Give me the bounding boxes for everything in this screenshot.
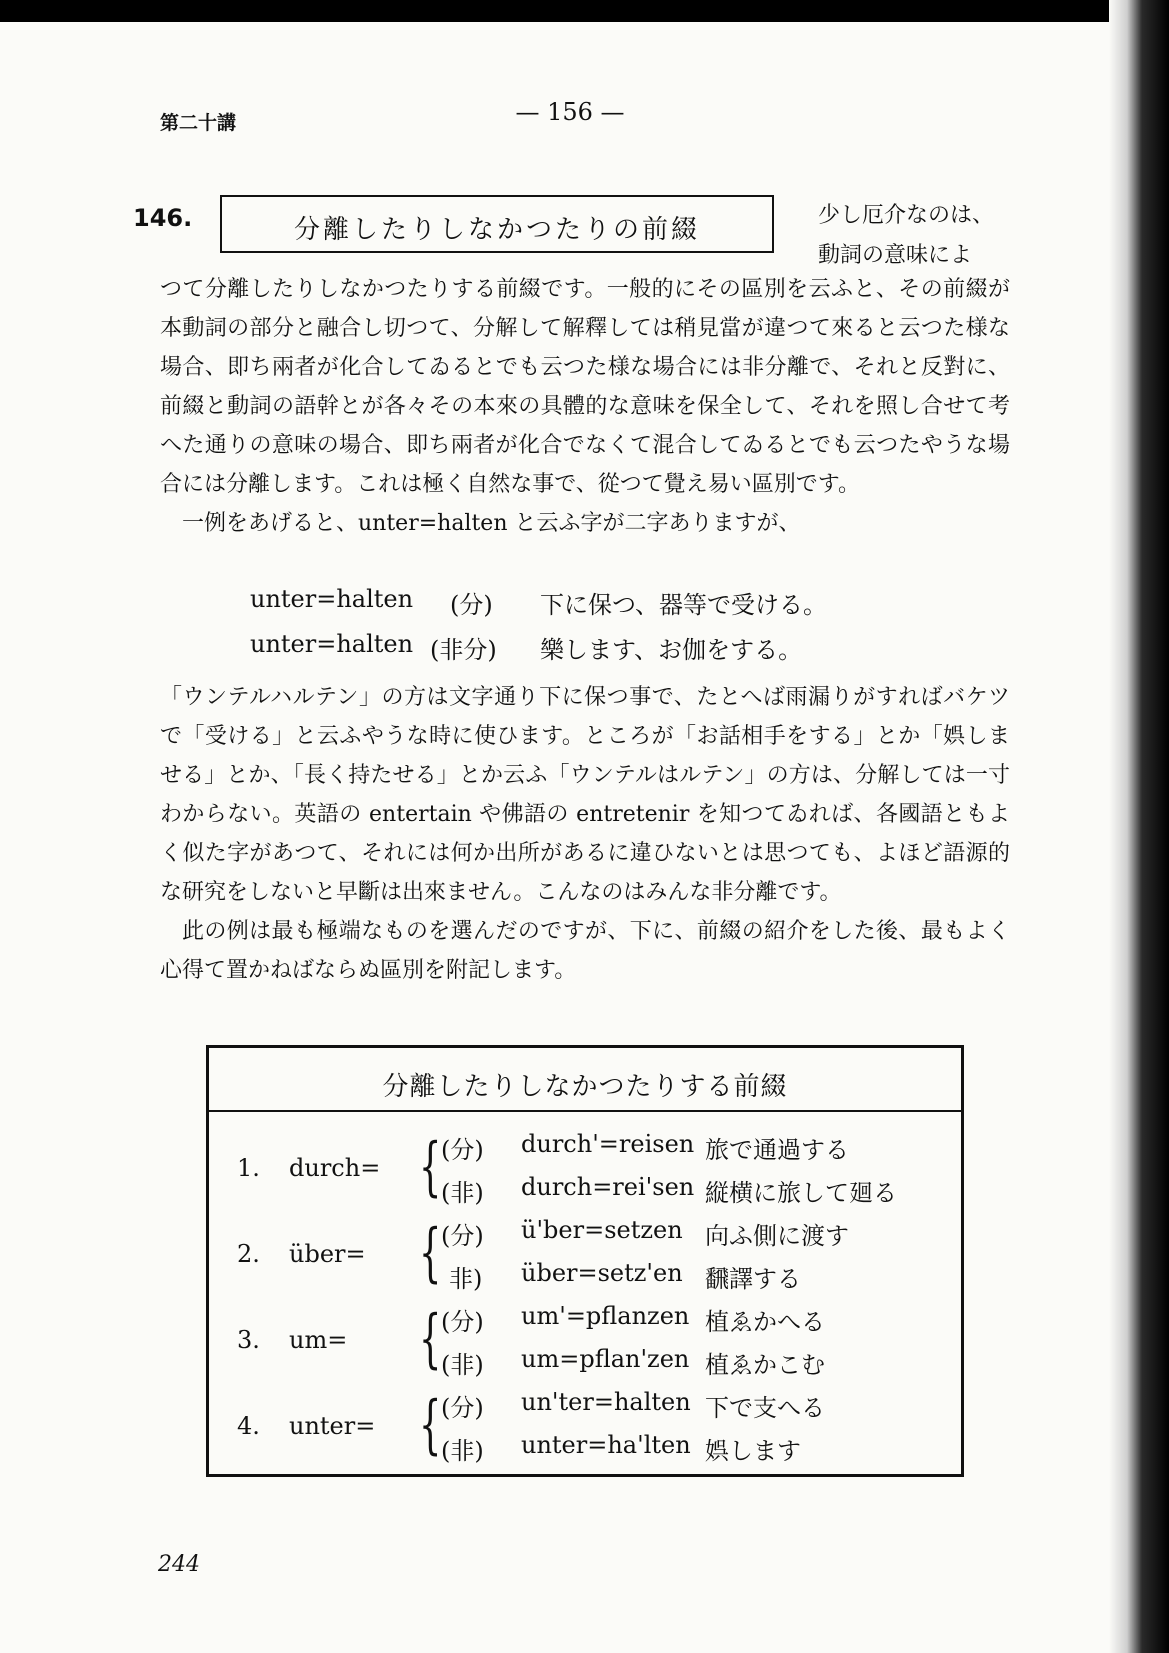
heading-side-text xyxy=(818,196,1018,276)
paragraph: 「ウンテルハルテン」の方は文字通り下に保つ事で、たとへば雨漏りがすればバケツで「受ける」と云ふやうな時に使ひます。ところが「お話相手をする」とか「娯しませる」とか、「長く持たせる」とか云ふ「ウンテルはルテン」の方は、分解しては一寸わからない。英語の entertain や佛語の entretenir を知つてゐれば、各國語ともよく似た字があつて、それには何か出所があるに違ひないとは思つても、よほど語源的な研究をしないと早斷は出來ません。こんなのはみんな非分離です。 xyxy=(160,685,1010,905)
entry-word: un'ter=halten xyxy=(521,1388,691,1416)
entry-kind: (非) xyxy=(441,1351,484,1379)
table-row xyxy=(209,1382,967,1468)
separable-entry xyxy=(209,1210,967,1253)
entry-meaning: 縦横に旅して廻る xyxy=(705,1179,897,1207)
prefix-table xyxy=(206,1045,964,1477)
entry-meaning: 娯します xyxy=(705,1437,801,1465)
entry-kind: (分) xyxy=(441,1308,484,1336)
entry-kind: (非) xyxy=(441,1437,484,1465)
example-kind: (分) xyxy=(450,591,493,619)
entry-kind: (分) xyxy=(441,1222,484,1250)
entry-meaning: 旅で通過する xyxy=(705,1136,849,1164)
entry-meaning: 植ゑかこむ xyxy=(705,1351,825,1379)
side-line: 動詞の意味によ xyxy=(818,243,973,268)
row-brace: { xyxy=(419,1216,442,1290)
page-folio: 244 xyxy=(158,1552,200,1577)
section-number: 146. xyxy=(133,204,193,232)
page-number: — 156 — xyxy=(515,98,625,126)
row-prefix: über= xyxy=(289,1240,366,1268)
table-divider xyxy=(209,1110,961,1112)
entry-kind: (分) xyxy=(441,1394,484,1422)
inseparable-entry xyxy=(209,1425,967,1468)
entry-meaning: 下で支へる xyxy=(705,1394,825,1422)
example-meaning: 樂します、お伽をする。 xyxy=(540,636,803,664)
body-text xyxy=(160,270,1010,543)
example-word: unter=halten xyxy=(250,630,414,658)
row-brace: { xyxy=(419,1388,442,1462)
separable-entry xyxy=(209,1124,967,1167)
entry-word: über=setz'en xyxy=(521,1259,683,1287)
entry-meaning: 向ふ側に渡す xyxy=(705,1222,849,1250)
row-brace: { xyxy=(419,1302,442,1376)
entry-meaning: 植ゑかへる xyxy=(705,1308,825,1336)
section-heading-box xyxy=(220,195,774,253)
running-header xyxy=(160,98,960,138)
row-prefix: durch= xyxy=(289,1154,381,1182)
chapter-label: 第二十講 xyxy=(160,112,237,134)
inseparable-entry xyxy=(209,1339,967,1382)
entry-word: unter=ha'lten xyxy=(521,1431,691,1459)
paragraph: 一例をあげると、unter=halten と云ふ字が二字ありますが、 xyxy=(182,511,801,536)
row-number: 3. xyxy=(237,1326,260,1354)
section-heading: 分離したりしなかつたりの前綴 xyxy=(293,215,700,245)
table-title: 分離したりしなかつたりする前綴 xyxy=(382,1072,788,1102)
row-prefix: um= xyxy=(289,1326,348,1354)
example-kind: (非分) xyxy=(430,636,497,664)
paragraph: つて分離したりしなかつたりする前綴です。一般的にその區別を云ふと、その前綴が本動詞の部分と融合し切つて、分解して解釋しては稍見當が違つて來ると云つた様な場合、即ち兩者が化合してゐるとでも云つた様な場合には非分離で、それと反對に、前綴と動詞の語幹とが各々その本來の具體的な意味を保全して、それを照し合せて考へた通りの意味の場合、即ち兩者が化合でなくて混合してゐるとでも云つたやうな場合には分離します。これは極く自然な事で、從つて覺え易い區別です。 xyxy=(160,277,1010,497)
row-number: 2. xyxy=(237,1240,260,1268)
table-row xyxy=(209,1210,967,1296)
separable-entry xyxy=(209,1382,967,1425)
row-prefix: unter= xyxy=(289,1412,376,1440)
entry-word: ü'ber=setzen xyxy=(521,1216,683,1244)
paragraph: 此の例は最も極端なものを選んだのですが、下に、前綴の紹介をした後、最もよく心得て置かねばならぬ區別を附記します。 xyxy=(160,919,1010,983)
row-brace: { xyxy=(419,1130,442,1204)
side-line: 少し厄介なのは、 xyxy=(818,203,995,228)
body-text-continued xyxy=(160,678,1010,990)
entry-word: durch=rei'sen xyxy=(521,1173,695,1201)
entry-word: um'=pflanzen xyxy=(521,1302,690,1330)
row-number: 4. xyxy=(237,1412,260,1440)
scan-edge-right xyxy=(1109,0,1169,1653)
entry-meaning: 飜譯する xyxy=(705,1265,801,1293)
inseparable-entry xyxy=(209,1167,967,1210)
table-row xyxy=(209,1296,967,1382)
entry-kind: (非) xyxy=(441,1179,484,1207)
separable-entry xyxy=(209,1296,967,1339)
inseparable-entry xyxy=(209,1253,967,1296)
table-row xyxy=(209,1124,967,1210)
entry-word: durch'=reisen xyxy=(521,1130,695,1158)
row-number: 1. xyxy=(237,1154,260,1182)
example-word: unter=halten xyxy=(250,585,414,613)
example-meaning: 下に保つ、器等で受ける。 xyxy=(540,591,828,619)
entry-kind: 非) xyxy=(449,1265,483,1293)
entry-kind: (分) xyxy=(441,1136,484,1164)
entry-word: um=pflan'zen xyxy=(521,1345,690,1373)
